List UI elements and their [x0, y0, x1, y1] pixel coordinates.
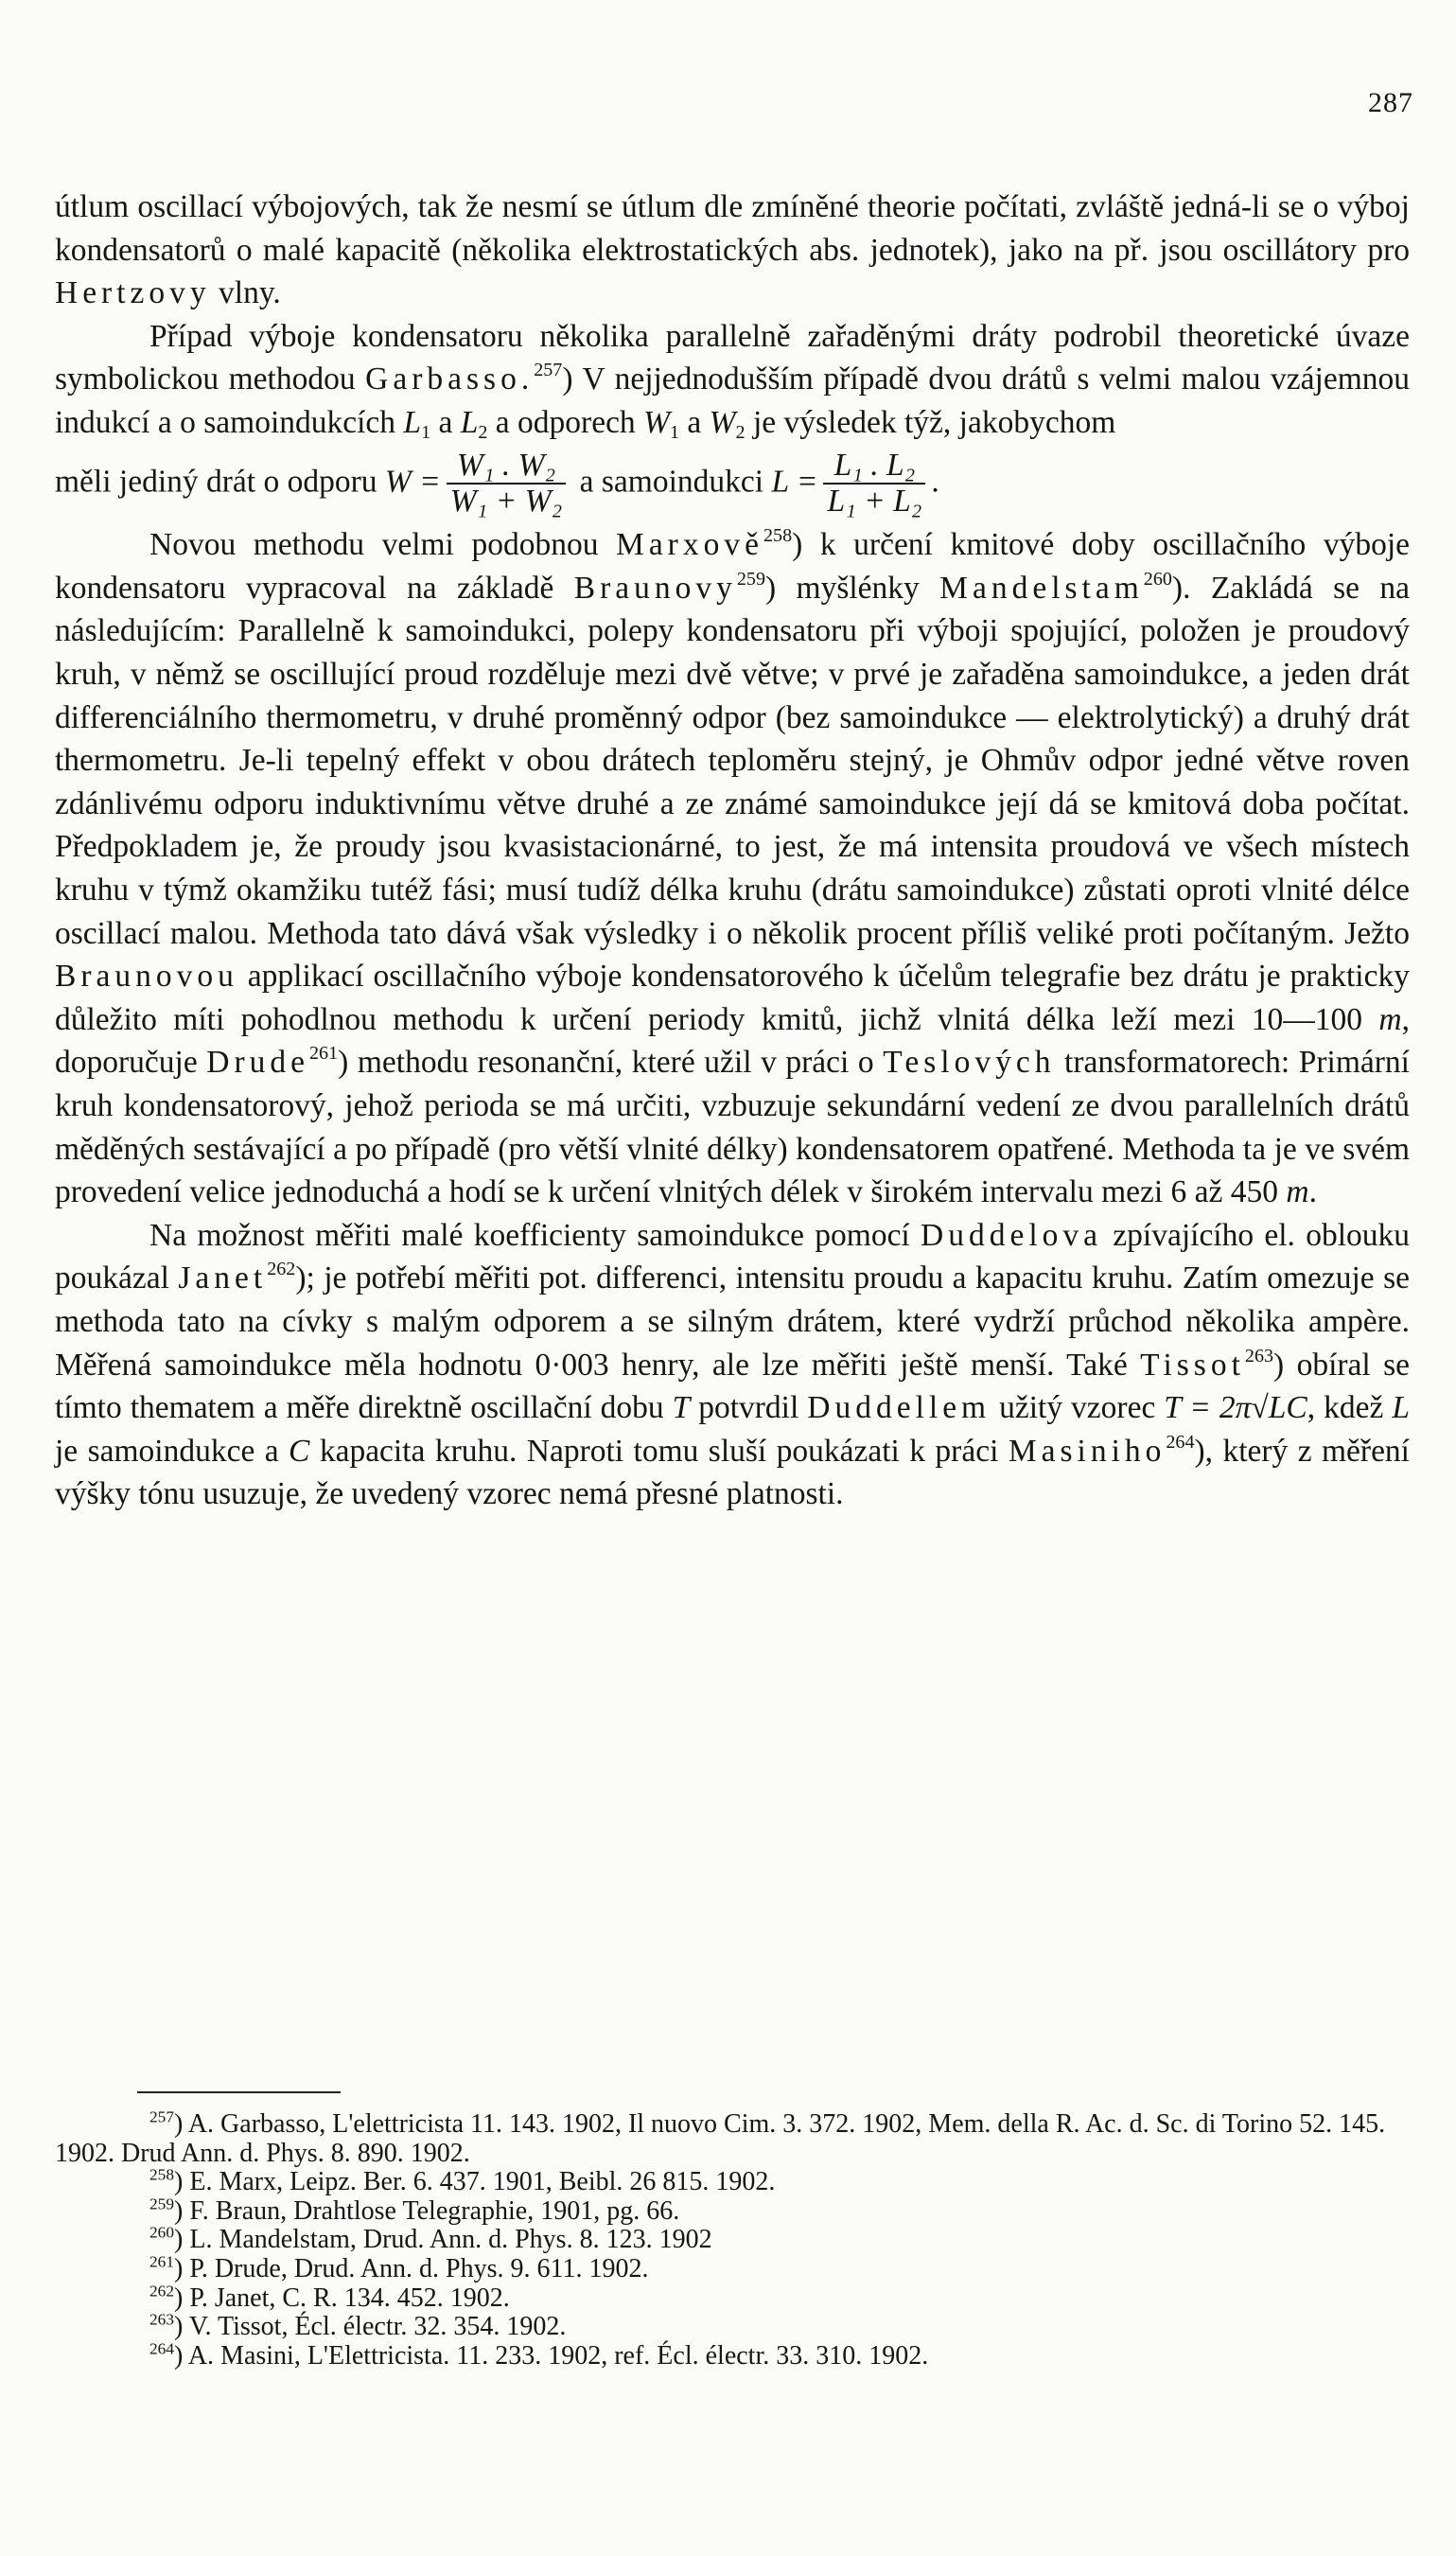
- page-number: 287: [1368, 87, 1413, 118]
- footnote-ref: 261: [309, 1043, 339, 1065]
- footnote-divider: [137, 2091, 341, 2093]
- footnote-ref: 257: [534, 360, 563, 381]
- footnote-ref: 259: [736, 568, 765, 590]
- footnote: $^{258}$) E. Marx, Leipz. Ber. 6. 437. 1901, Beibl. 26 815. 1902.: [149, 2165, 776, 2197]
- footnote-ref: 263: [1244, 1345, 1274, 1366]
- footnote: $^{262}$) P. Janet, C. R. 134. 452. 1902.: [149, 2282, 510, 2313]
- footnote-ref: 258: [763, 525, 793, 547]
- formula-line: měli jediný drát o odporu W = $\frac{\text{W₁ . W₂}}{\text{W₁ + W₂}}$ a samoindukci L = $\frac{\text{L₁ . L₂}}{\text{L₁ + L₂}}$ .: [55, 447, 939, 520]
- fraction-w: $\frac{\text{W₁ . W₂}}{\text{W₁ + W₂}}$: [447, 449, 566, 520]
- formula-l: L =: [771, 464, 818, 500]
- fraction-l: $\frac{\text{L₁ . L₂}}{\text{L₁ + L₂}}$: [823, 449, 925, 520]
- footnote: $^{263}$) V. Tissot, Écl. électr. 32. 354. 1902.: [149, 2310, 567, 2342]
- paragraph-4: Na možnost měřiti malé koefficienty samoindukce pomocí Duddelova zpívajícího el. oblouku poukázal Janet$^{262}$); je potřebí měřiti pot. differenci, intensitu proudu a kapacitu kruhu. Zatím omezuje se methoda tato na cívky s malým odporem a se silným drátem, které vydrží průchod několika ampère. Měřená samoindukce měla hodnotu 0·003 henry, ale lze měřiti ještě menší. Také Tissot$^{263}$) obíral se tímto thematem a měře direktně oscillační dobu T potvrdil Duddellem užitý vzorec T = 2π√LC, kdež L je samoindukce a C kapacita kruhu. Naproti tomu sluší poukázati k práci Masiniho$^{264}$), který z měření výšky tónu usuzuje, že uvedený vzorec nemá přesné platnosti.: [55, 1217, 1411, 1512]
- author-name: Garbasso.: [365, 361, 535, 397]
- formula-thomson: T = 2π√LC: [1164, 1390, 1307, 1426]
- body-text: [55, 185, 1410, 1516]
- paragraph-1: útlum oscillací výbojových, tak že nesmí se útlum dle zmíněné theorie počítati, zvláště jedná-li se o výboj kondensatorů o malé kapacitě (několika elektrostatických abs. jednotek), jako na př. jsou oscillátory pro Hertzovy vlny.: [55, 189, 1410, 311]
- footnote: $^{264}$) A. Masini, L'Elettricista. 11. 233. 1902, ref. Écl. électr. 33. 310. 1902.: [149, 2339, 929, 2371]
- author-name: Hertzovy: [55, 275, 211, 311]
- footnotes: [55, 2107, 1410, 2371]
- footnote: $^{260}$) L. Mandelstam, Drud. Ann. d. Phys. 8. 123. 1902: [149, 2223, 712, 2255]
- footnote: $^{261}$) P. Drude, Drud. Ann. d. Phys. 9. 611. 1902.: [149, 2252, 649, 2283]
- footnote: $^{259}$) F. Braun, Drahtlose Telegraphie, 1901, pg. 66.: [149, 2195, 680, 2226]
- footnote: $^{257}$) A. Garbasso, L'elettricista 11. 143. 1902, Il nuovo Cim. 3. 372. 1902, Mem. della R. Ac. d. Sc. di Torino 52. 145. 1902. Drud Ann. d. Phys. 8. 890. 1902.: [55, 2107, 1386, 2168]
- footnote-ref: 260: [1143, 568, 1172, 590]
- paragraph-3: Novou methodu velmi podobnou Marxově$^{258}$) k určení kmitové doby oscillačního výboje kondensatoru vypracoval na základě Braunovy$^{259}$) myšlénky Mandelstam$^{260}$). Zakládá se na následujícím: Parallelně k samoindukci, polepy kondensatoru při výboji spojující, položen je proudový kruh, v němž se oscillující proud rozděluje mezi dvě větve; v prvé je zařaděna samoindukce, a jeden drát differenciálního thermometru, v druhé proměnný odpor (bez samoindukce — elektrolytický) a druhý drát thermometru. Je-li tepelný effekt v obou drátech teploměru stejný, je Ohmův odpor jedné větve roven zdánlivému odporu induktivnímu větve druhé a ze známé samoindukce její dá se kmitová doba počítat. Předpokladem je, že proudy jsou kvasistacionárné, to jest, že má intensita proudová ve všech místech kruhu v týmž okamžiku tutéž fási; musí tudíž délka kruhu (drátu samoindukce) zůstati oproti vlnité délce oscillací malou. Methoda tato dává však výsledky i o několik procent příliš veliké proti počítaným. Ježto Braunovou applikací oscillačního výboje kondensatorového k účelům telegrafie bez drátu je prakticky důležito míti pohodlnou methodu k určení periody kmitů, jichž vlnitá délka leží mezi 10—100 m, doporučuje Drude$^{261}$) methodu resonanční, které užil v práci o Teslových transformatorech: Primární kruh kondensatorový, jehož perioda se má určiti, vzbuzuje sekundární vedení ze dvou parallelních drátů měděných sestávající a po případě (pro větší vlnité délky) kondensatorem opatřené. Methoda ta je ve svém provedení velice jednoduchá a hodí se k určení vlnitých délek v širokém intervalu mezi 6 až 450 m.: [55, 525, 1411, 1210]
- paragraph-2: Případ výboje kondensatoru několika parallelně zařaděnými dráty podrobil theoretické úvaze symbolickou methodou Garbasso.$^{257}$) V nejjednodušším případě dvou drátů s velmi malou vzájemnou indukcí a o samoindukcích $L_1$ a $L_2$ a odporech $W_1$ a $W_2$ je výsledek týž, jakobychom: [55, 318, 1410, 443]
- footnote-ref: 262: [267, 1259, 296, 1280]
- footnote-ref: 264: [1166, 1431, 1195, 1453]
- formula-w: W =: [384, 464, 441, 500]
